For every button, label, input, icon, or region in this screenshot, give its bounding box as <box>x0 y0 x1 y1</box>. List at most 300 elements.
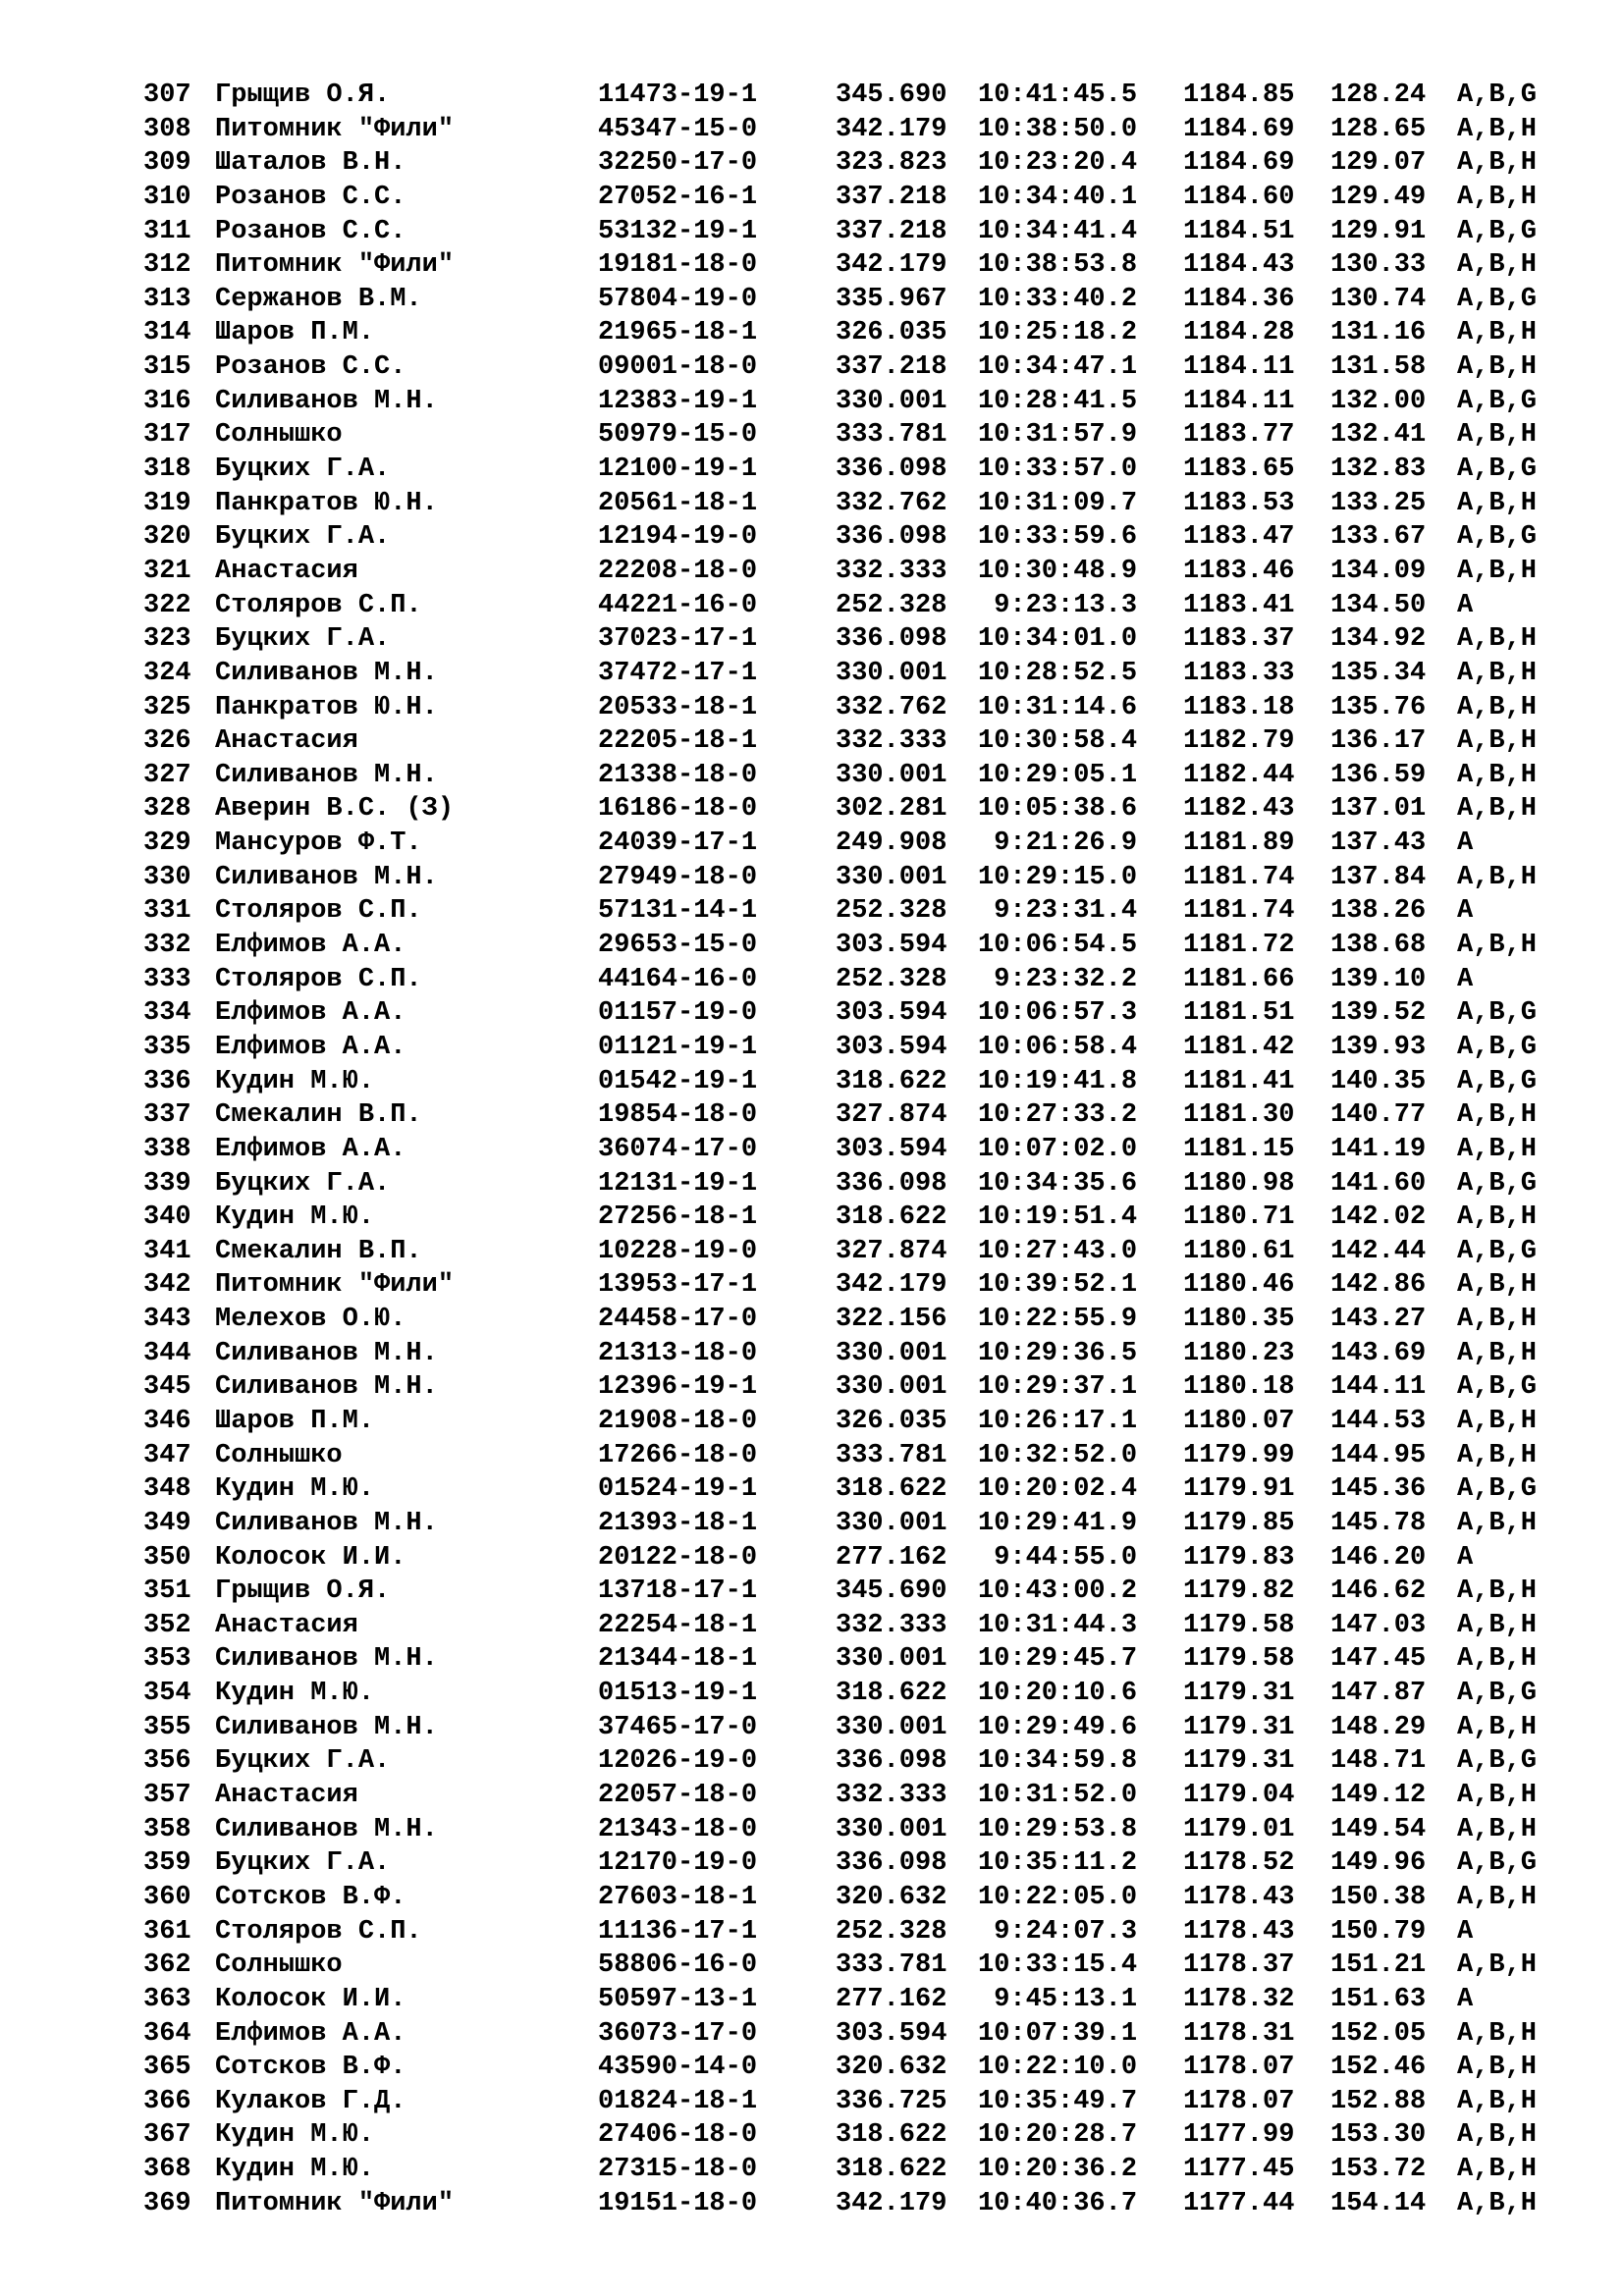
fancier-name-cell: Силиванов М.Н. <box>215 862 438 892</box>
speed-cell: 1181.41 <box>1183 1066 1295 1096</box>
place-cell: 367 <box>143 2120 191 2151</box>
table-row <box>0 1915 1624 1949</box>
coefficient-cell: 136.17 <box>1330 726 1427 757</box>
table-row <box>0 894 1624 929</box>
speed-cell: 1183.65 <box>1183 454 1295 485</box>
table-row <box>0 589 1624 623</box>
speed-cell: 1184.36 <box>1183 284 1295 314</box>
ring-number-cell: 27052-16-1 <box>598 182 758 212</box>
table-row <box>0 792 1624 827</box>
coefficient-cell: 152.46 <box>1330 2053 1427 2083</box>
distance-cell: 342.179 <box>836 2188 947 2218</box>
category-cell: A,B,H <box>1457 2018 1538 2049</box>
distance-cell: 303.594 <box>836 1134 947 1164</box>
arrival-time-cell: 10:33:59.6 <box>978 522 1138 553</box>
table-row <box>0 1065 1624 1099</box>
coefficient-cell: 143.27 <box>1330 1305 1427 1335</box>
place-cell: 355 <box>143 1712 191 1742</box>
distance-cell: 277.162 <box>836 1542 947 1573</box>
table-row <box>0 1268 1624 1303</box>
speed-cell: 1184.69 <box>1183 148 1295 179</box>
arrival-time-cell: 10:34:01.0 <box>978 624 1138 655</box>
distance-cell: 333.781 <box>836 1440 947 1470</box>
table-row <box>0 1642 1624 1677</box>
ring-number-cell: 12396-19-1 <box>598 1372 758 1403</box>
category-cell: A,B,H <box>1457 1781 1538 1811</box>
table-row <box>0 1744 1624 1779</box>
speed-cell: 1179.01 <box>1183 1814 1295 1844</box>
arrival-time-cell: 10:30:48.9 <box>978 556 1138 586</box>
category-cell: A,B,H <box>1457 2053 1538 2083</box>
table-row <box>0 146 1624 181</box>
place-cell: 368 <box>143 2155 191 2185</box>
arrival-time-cell: 10:05:38.6 <box>978 794 1138 825</box>
arrival-time-cell: 10:29:37.1 <box>978 1372 1138 1403</box>
ring-number-cell: 12100-19-1 <box>598 454 758 485</box>
speed-cell: 1181.72 <box>1183 931 1295 961</box>
place-cell: 356 <box>143 1746 191 1777</box>
category-cell: A <box>1457 1916 1474 1947</box>
speed-cell: 1184.69 <box>1183 114 1295 144</box>
speed-cell: 1181.15 <box>1183 1134 1295 1164</box>
coefficient-cell: 147.03 <box>1330 1610 1427 1640</box>
ring-number-cell: 44164-16-0 <box>598 964 758 994</box>
speed-cell: 1182.79 <box>1183 726 1295 757</box>
distance-cell: 345.690 <box>836 80 947 110</box>
table-row <box>0 1303 1624 1337</box>
category-cell: A,B,H <box>1457 1406 1538 1436</box>
table-row <box>0 79 1624 113</box>
arrival-time-cell: 10:32:52.0 <box>978 1440 1138 1470</box>
arrival-time-cell: 10:07:39.1 <box>978 2018 1138 2049</box>
distance-cell: 330.001 <box>836 1712 947 1742</box>
speed-cell: 1177.45 <box>1183 2155 1295 2185</box>
place-cell: 345 <box>143 1372 191 1403</box>
place-cell: 359 <box>143 1848 191 1879</box>
coefficient-cell: 149.96 <box>1330 1848 1427 1879</box>
arrival-time-cell: 10:23:20.4 <box>978 148 1138 179</box>
distance-cell: 322.156 <box>836 1305 947 1335</box>
arrival-time-cell: 10:38:53.8 <box>978 250 1138 281</box>
arrival-time-cell: 10:30:58.4 <box>978 726 1138 757</box>
speed-cell: 1183.46 <box>1183 556 1295 586</box>
ring-number-cell: 12383-19-1 <box>598 386 758 416</box>
arrival-time-cell: 10:29:41.9 <box>978 1508 1138 1538</box>
fancier-name-cell: Силиванов М.Н. <box>215 1508 438 1538</box>
table-row <box>0 1779 1624 1813</box>
fancier-name-cell: Сотсков В.Ф. <box>215 2053 406 2083</box>
ring-number-cell: 11136-17-1 <box>598 1916 758 1947</box>
speed-cell: 1178.52 <box>1183 1848 1295 1879</box>
coefficient-cell: 129.49 <box>1330 182 1427 212</box>
coefficient-cell: 147.45 <box>1330 1644 1427 1675</box>
fancier-name-cell: Солнышко <box>215 420 343 451</box>
arrival-time-cell: 10:34:59.8 <box>978 1746 1138 1777</box>
ring-number-cell: 16186-18-0 <box>598 794 758 825</box>
ring-number-cell: 37465-17-0 <box>598 1712 758 1742</box>
coefficient-cell: 154.14 <box>1330 2188 1427 2218</box>
coefficient-cell: 139.93 <box>1330 1032 1427 1062</box>
table-row <box>0 1846 1624 1881</box>
distance-cell: 252.328 <box>836 590 947 620</box>
speed-cell: 1178.32 <box>1183 1984 1295 2014</box>
fancier-name-cell: Буцких Г.А. <box>215 522 391 553</box>
category-cell: A,B,H <box>1457 2086 1538 2116</box>
arrival-time-cell: 10:06:54.5 <box>978 931 1138 961</box>
coefficient-cell: 129.91 <box>1330 216 1427 246</box>
ring-number-cell: 19854-18-0 <box>598 1100 758 1131</box>
table-row <box>0 827 1624 861</box>
table-row <box>0 2118 1624 2153</box>
fancier-name-cell: Грыщив О.Я. <box>215 1576 391 1607</box>
category-cell: A,B,H <box>1457 1508 1538 1538</box>
arrival-time-cell: 10:07:02.0 <box>978 1134 1138 1164</box>
category-cell: A <box>1457 590 1474 620</box>
category-cell: A,B,G <box>1457 454 1538 485</box>
distance-cell: 337.218 <box>836 216 947 246</box>
speed-cell: 1180.46 <box>1183 1270 1295 1301</box>
place-cell: 332 <box>143 931 191 961</box>
coefficient-cell: 133.25 <box>1330 488 1427 518</box>
coefficient-cell: 146.62 <box>1330 1576 1427 1607</box>
table-row <box>0 1235 1624 1269</box>
category-cell: A,B,H <box>1457 931 1538 961</box>
arrival-time-cell: 10:20:36.2 <box>978 2155 1138 2185</box>
table-row <box>0 1575 1624 1609</box>
distance-cell: 252.328 <box>836 964 947 994</box>
distance-cell: 318.622 <box>836 2120 947 2151</box>
speed-cell: 1181.74 <box>1183 896 1295 927</box>
fancier-name-cell: Буцких Г.А. <box>215 1848 391 1879</box>
arrival-time-cell: 10:19:51.4 <box>978 1202 1138 1233</box>
distance-cell: 332.762 <box>836 692 947 722</box>
coefficient-cell: 141.60 <box>1330 1168 1427 1199</box>
ring-number-cell: 27406-18-0 <box>598 2120 758 2151</box>
category-cell: A,B,H <box>1457 624 1538 655</box>
ring-number-cell: 12170-19-0 <box>598 1848 758 1879</box>
arrival-time-cell: 10:29:36.5 <box>978 1338 1138 1368</box>
distance-cell: 330.001 <box>836 1372 947 1403</box>
place-cell: 362 <box>143 1950 191 1981</box>
category-cell: A,B,H <box>1457 352 1538 383</box>
category-cell: A,B,H <box>1457 862 1538 892</box>
ring-number-cell: 20122-18-0 <box>598 1542 758 1573</box>
coefficient-cell: 132.41 <box>1330 420 1427 451</box>
fancier-name-cell: Розанов С.С. <box>215 352 406 383</box>
arrival-time-cell: 10:29:45.7 <box>978 1644 1138 1675</box>
fancier-name-cell: Елфимов А.А. <box>215 1134 406 1164</box>
table-row <box>0 2153 1624 2187</box>
distance-cell: 318.622 <box>836 1679 947 1709</box>
speed-cell: 1179.85 <box>1183 1508 1295 1538</box>
speed-cell: 1181.51 <box>1183 998 1295 1029</box>
coefficient-cell: 134.92 <box>1330 624 1427 655</box>
distance-cell: 330.001 <box>836 1644 947 1675</box>
category-cell: A <box>1457 1984 1474 2014</box>
speed-cell: 1181.30 <box>1183 1100 1295 1131</box>
ring-number-cell: 09001-18-0 <box>598 352 758 383</box>
coefficient-cell: 129.07 <box>1330 148 1427 179</box>
coefficient-cell: 144.95 <box>1330 1440 1427 1470</box>
arrival-time-cell: 10:22:05.0 <box>978 1882 1138 1912</box>
arrival-time-cell: 10:28:52.5 <box>978 658 1138 688</box>
distance-cell: 336.098 <box>836 1168 947 1199</box>
place-cell: 325 <box>143 692 191 722</box>
distance-cell: 336.098 <box>836 522 947 553</box>
coefficient-cell: 151.63 <box>1330 1984 1427 2014</box>
fancier-name-cell: Кудин М.Ю. <box>215 2155 375 2185</box>
table-row <box>0 2051 1624 2085</box>
ring-number-cell: 50979-15-0 <box>598 420 758 451</box>
distance-cell: 336.098 <box>836 624 947 655</box>
category-cell: A,B,G <box>1457 1168 1538 1199</box>
category-cell: A,B,G <box>1457 386 1538 416</box>
fancier-name-cell: Елфимов А.А. <box>215 931 406 961</box>
fancier-name-cell: Колосок И.И. <box>215 1984 406 2014</box>
speed-cell: 1179.83 <box>1183 1542 1295 1573</box>
arrival-time-cell: 9:21:26.9 <box>978 828 1138 859</box>
place-cell: 335 <box>143 1032 191 1062</box>
speed-cell: 1179.04 <box>1183 1781 1295 1811</box>
coefficient-cell: 134.50 <box>1330 590 1427 620</box>
arrival-time-cell: 10:29:49.6 <box>978 1712 1138 1742</box>
fancier-name-cell: Питомник "Фили" <box>215 250 455 281</box>
ring-number-cell: 50597-13-1 <box>598 1984 758 2014</box>
place-cell: 321 <box>143 556 191 586</box>
place-cell: 326 <box>143 726 191 757</box>
table-row <box>0 350 1624 385</box>
speed-cell: 1178.37 <box>1183 1950 1295 1981</box>
place-cell: 350 <box>143 1542 191 1573</box>
category-cell: A <box>1457 1542 1474 1573</box>
coefficient-cell: 145.36 <box>1330 1474 1427 1505</box>
distance-cell: 335.967 <box>836 284 947 314</box>
fancier-name-cell: Кудин М.Ю. <box>215 1066 375 1096</box>
coefficient-cell: 147.87 <box>1330 1679 1427 1709</box>
coefficient-cell: 140.77 <box>1330 1100 1427 1131</box>
distance-cell: 333.781 <box>836 1950 947 1981</box>
table-row <box>0 929 1624 963</box>
coefficient-cell: 151.21 <box>1330 1950 1427 1981</box>
speed-cell: 1177.99 <box>1183 2120 1295 2151</box>
table-row <box>0 1677 1624 1711</box>
place-cell: 360 <box>143 1882 191 1912</box>
table-row <box>0 1711 1624 1745</box>
category-cell: A,B,H <box>1457 1712 1538 1742</box>
coefficient-cell: 148.29 <box>1330 1712 1427 1742</box>
fancier-name-cell: Солнышко <box>215 1440 343 1470</box>
place-cell: 336 <box>143 1066 191 1096</box>
coefficient-cell: 153.30 <box>1330 2120 1427 2151</box>
coefficient-cell: 142.02 <box>1330 1202 1427 1233</box>
place-cell: 329 <box>143 828 191 859</box>
place-cell: 361 <box>143 1916 191 1947</box>
table-row <box>0 215 1624 249</box>
distance-cell: 318.622 <box>836 1474 947 1505</box>
distance-cell: 337.218 <box>836 352 947 383</box>
speed-cell: 1182.44 <box>1183 760 1295 790</box>
ring-number-cell: 53132-19-1 <box>598 216 758 246</box>
category-cell: A,B,H <box>1457 114 1538 144</box>
place-cell: 369 <box>143 2188 191 2218</box>
table-row <box>0 1370 1624 1405</box>
table-row <box>0 520 1624 555</box>
arrival-time-cell: 9:44:55.0 <box>978 1542 1138 1573</box>
table-row <box>0 1439 1624 1473</box>
table-row <box>0 113 1624 147</box>
speed-cell: 1178.43 <box>1183 1882 1295 1912</box>
ring-number-cell: 24458-17-0 <box>598 1305 758 1335</box>
arrival-time-cell: 10:34:41.4 <box>978 216 1138 246</box>
table-row <box>0 1983 1624 2017</box>
fancier-name-cell: Столяров С.П. <box>215 896 422 927</box>
table-row <box>0 418 1624 453</box>
place-cell: 312 <box>143 250 191 281</box>
distance-cell: 336.098 <box>836 454 947 485</box>
fancier-name-cell: Анастасия <box>215 556 358 586</box>
coefficient-cell: 137.84 <box>1330 862 1427 892</box>
category-cell: A,B,H <box>1457 2188 1538 2218</box>
table-row <box>0 1337 1624 1371</box>
fancier-name-cell: Столяров С.П. <box>215 590 422 620</box>
ring-number-cell: 12026-19-0 <box>598 1746 758 1777</box>
distance-cell: 303.594 <box>836 1032 947 1062</box>
table-row <box>0 759 1624 793</box>
speed-cell: 1183.77 <box>1183 420 1295 451</box>
speed-cell: 1184.85 <box>1183 80 1295 110</box>
distance-cell: 326.035 <box>836 318 947 348</box>
speed-cell: 1180.98 <box>1183 1168 1295 1199</box>
speed-cell: 1179.82 <box>1183 1576 1295 1607</box>
speed-cell: 1179.31 <box>1183 1712 1295 1742</box>
coefficient-cell: 136.59 <box>1330 760 1427 790</box>
category-cell: A,B,H <box>1457 1202 1538 1233</box>
category-cell: A,B,H <box>1457 556 1538 586</box>
distance-cell: 337.218 <box>836 182 947 212</box>
place-cell: 317 <box>143 420 191 451</box>
category-cell: A,B,G <box>1457 216 1538 246</box>
coefficient-cell: 138.68 <box>1330 931 1427 961</box>
place-cell: 357 <box>143 1781 191 1811</box>
category-cell: A,B,H <box>1457 1882 1538 1912</box>
arrival-time-cell: 10:43:00.2 <box>978 1576 1138 1607</box>
arrival-time-cell: 10:28:41.5 <box>978 386 1138 416</box>
speed-cell: 1177.44 <box>1183 2188 1295 2218</box>
arrival-time-cell: 10:19:41.8 <box>978 1066 1138 1096</box>
place-cell: 358 <box>143 1814 191 1844</box>
category-cell: A,B,G <box>1457 1679 1538 1709</box>
arrival-time-cell: 10:20:02.4 <box>978 1474 1138 1505</box>
arrival-time-cell: 10:06:57.3 <box>978 998 1138 1029</box>
arrival-time-cell: 9:23:13.3 <box>978 590 1138 620</box>
coefficient-cell: 142.44 <box>1330 1236 1427 1266</box>
distance-cell: 303.594 <box>836 931 947 961</box>
place-cell: 341 <box>143 1236 191 1266</box>
category-cell: A,B,H <box>1457 1338 1538 1368</box>
fancier-name-cell: Силиванов М.Н. <box>215 658 438 688</box>
speed-cell: 1183.18 <box>1183 692 1295 722</box>
category-cell: A,B,H <box>1457 726 1538 757</box>
speed-cell: 1179.99 <box>1183 1440 1295 1470</box>
place-cell: 311 <box>143 216 191 246</box>
place-cell: 330 <box>143 862 191 892</box>
fancier-name-cell: Столяров С.П. <box>215 964 422 994</box>
place-cell: 340 <box>143 1202 191 1233</box>
ring-number-cell: 10228-19-0 <box>598 1236 758 1266</box>
speed-cell: 1180.71 <box>1183 1202 1295 1233</box>
coefficient-cell: 153.72 <box>1330 2155 1427 2185</box>
ring-number-cell: 01824-18-1 <box>598 2086 758 2116</box>
fancier-name-cell: Кулаков Г.Д. <box>215 2086 406 2116</box>
place-cell: 351 <box>143 1576 191 1607</box>
coefficient-cell: 132.83 <box>1330 454 1427 485</box>
table-row <box>0 1405 1624 1439</box>
distance-cell: 332.333 <box>836 1781 947 1811</box>
fancier-name-cell: Кудин М.Ю. <box>215 1474 375 1505</box>
speed-cell: 1179.31 <box>1183 1746 1295 1777</box>
place-cell: 343 <box>143 1305 191 1335</box>
ring-number-cell: 11473-19-1 <box>598 80 758 110</box>
fancier-name-cell: Силиванов М.Н. <box>215 1338 438 1368</box>
category-cell: A,B,H <box>1457 1644 1538 1675</box>
category-cell: A,B,H <box>1457 1950 1538 1981</box>
speed-cell: 1183.37 <box>1183 624 1295 655</box>
ring-number-cell: 27949-18-0 <box>598 862 758 892</box>
table-row <box>0 2017 1624 2052</box>
place-cell: 363 <box>143 1984 191 2014</box>
ring-number-cell: 57804-19-0 <box>598 284 758 314</box>
distance-cell: 252.328 <box>836 896 947 927</box>
arrival-time-cell: 10:22:10.0 <box>978 2053 1138 2083</box>
ring-number-cell: 01157-19-0 <box>598 998 758 1029</box>
category-cell: A,B,H <box>1457 2155 1538 2185</box>
arrival-time-cell: 10:31:57.9 <box>978 420 1138 451</box>
speed-cell: 1184.43 <box>1183 250 1295 281</box>
table-row <box>0 691 1624 725</box>
place-cell: 347 <box>143 1440 191 1470</box>
place-cell: 309 <box>143 148 191 179</box>
fancier-name-cell: Силиванов М.Н. <box>215 386 438 416</box>
category-cell: A,B,H <box>1457 1305 1538 1335</box>
fancier-name-cell: Розанов С.С. <box>215 216 406 246</box>
ring-number-cell: 21965-18-1 <box>598 318 758 348</box>
table-row <box>0 1609 1624 1643</box>
fancier-name-cell: Питомник "Фили" <box>215 1270 455 1301</box>
fancier-name-cell: Аверин В.С. (З) <box>215 794 455 825</box>
arrival-time-cell: 10:29:05.1 <box>978 760 1138 790</box>
speed-cell: 1181.42 <box>1183 1032 1295 1062</box>
fancier-name-cell: Анастасия <box>215 1610 358 1640</box>
coefficient-cell: 148.71 <box>1330 1746 1427 1777</box>
ring-number-cell: 19151-18-0 <box>598 2188 758 2218</box>
table-row <box>0 1541 1624 1575</box>
distance-cell: 249.908 <box>836 828 947 859</box>
fancier-name-cell: Солнышко <box>215 1950 343 1981</box>
speed-cell: 1178.31 <box>1183 2018 1295 2049</box>
distance-cell: 330.001 <box>836 760 947 790</box>
ring-number-cell: 27256-18-1 <box>598 1202 758 1233</box>
arrival-time-cell: 10:40:36.7 <box>978 2188 1138 2218</box>
fancier-name-cell: Силиванов М.Н. <box>215 760 438 790</box>
arrival-time-cell: 10:29:15.0 <box>978 862 1138 892</box>
ring-number-cell: 20533-18-1 <box>598 692 758 722</box>
coefficient-cell: 144.53 <box>1330 1406 1427 1436</box>
speed-cell: 1180.61 <box>1183 1236 1295 1266</box>
arrival-time-cell: 10:27:33.2 <box>978 1100 1138 1131</box>
fancier-name-cell: Колосок И.И. <box>215 1542 406 1573</box>
ring-number-cell: 12131-19-1 <box>598 1168 758 1199</box>
speed-cell: 1181.66 <box>1183 964 1295 994</box>
